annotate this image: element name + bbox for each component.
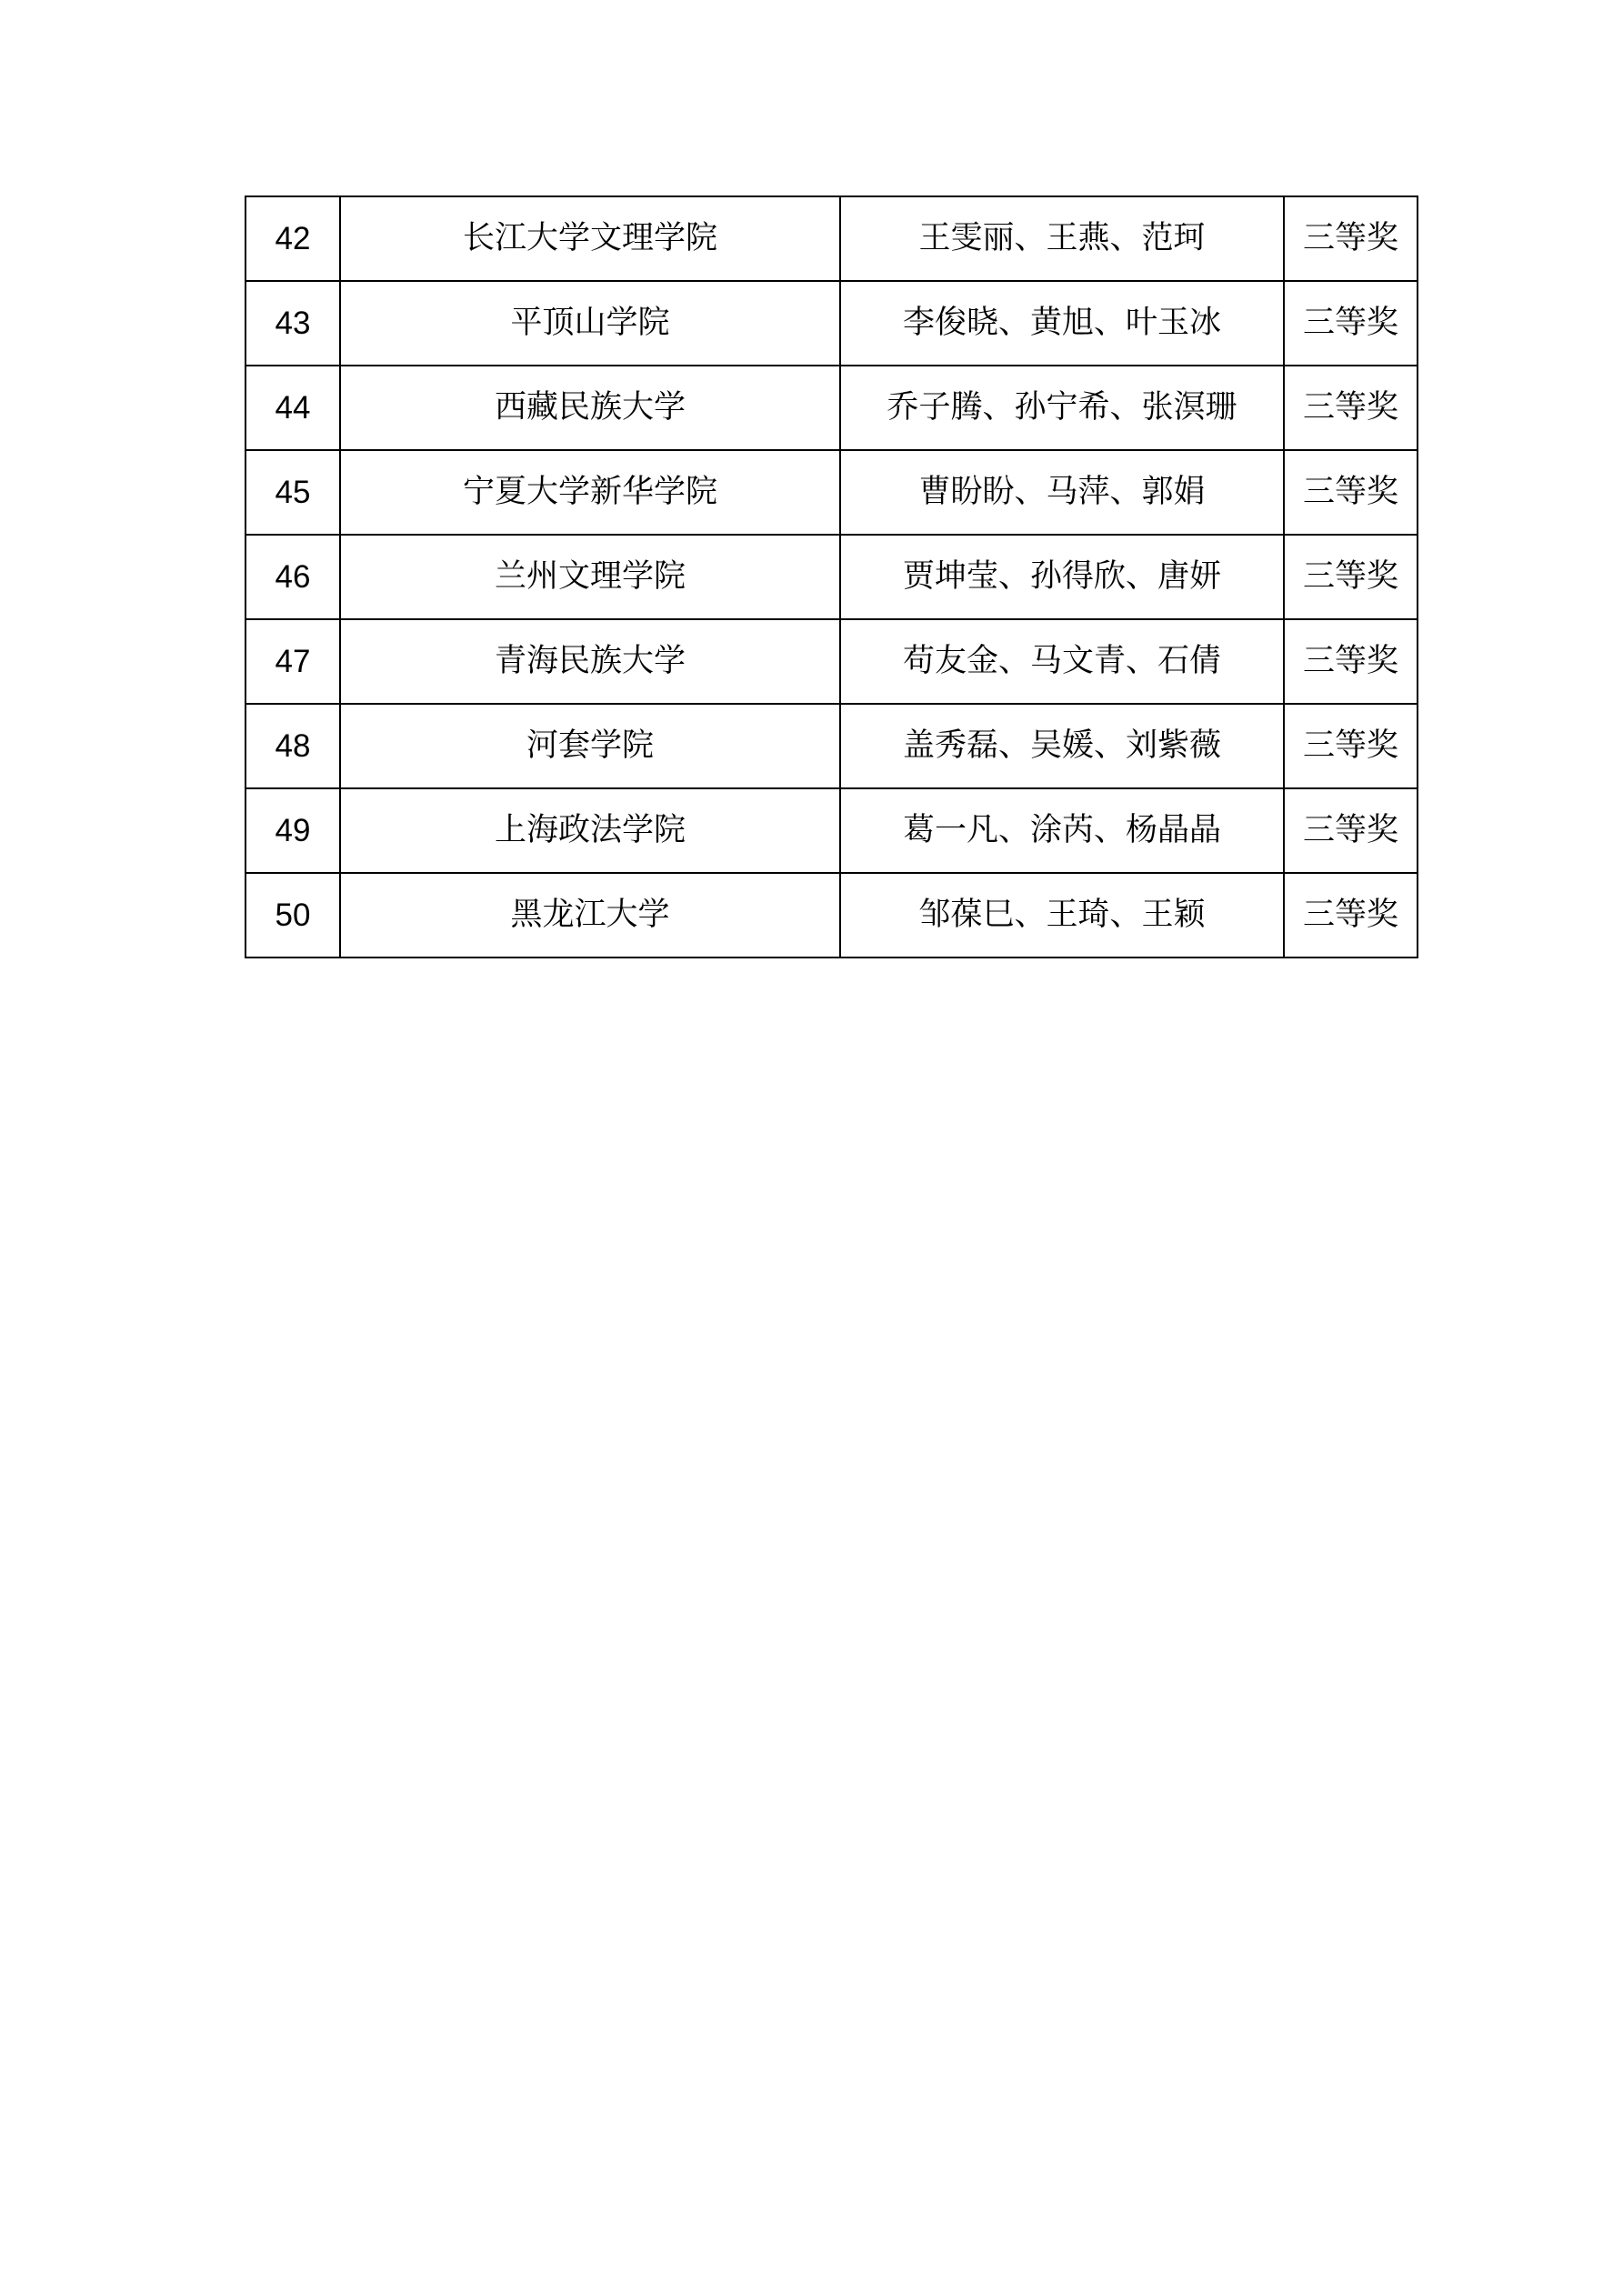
row-number-cell: 42: [245, 196, 340, 281]
members-cell: 李俊晓、黄旭、叶玉冰: [840, 281, 1284, 366]
school-cell: 兰州文理学院: [340, 535, 840, 619]
table-row: [245, 450, 1418, 535]
table-row: [245, 873, 1418, 958]
members-cell: 葛一凡、涂芮、杨晶晶: [840, 788, 1284, 873]
school-cell: 西藏民族大学: [340, 366, 840, 450]
school-cell: 平顶山学院: [340, 281, 840, 366]
award-cell: 三等奖: [1284, 704, 1418, 788]
table-row: [245, 704, 1418, 788]
members-cell: 乔子腾、孙宁希、张溟珊: [840, 366, 1284, 450]
members-cell: 盖秀磊、吴媛、刘紫薇: [840, 704, 1284, 788]
table-row: [245, 196, 1418, 281]
row-number-cell: 49: [245, 788, 340, 873]
school-cell: 黑龙江大学: [340, 873, 840, 958]
school-cell: 河套学院: [340, 704, 840, 788]
award-cell: 三等奖: [1284, 619, 1418, 704]
row-number-cell: 44: [245, 366, 340, 450]
school-cell: 宁夏大学新华学院: [340, 450, 840, 535]
row-number-cell: 47: [245, 619, 340, 704]
table-row: [245, 619, 1418, 704]
row-number-cell: 43: [245, 281, 340, 366]
award-cell: 三等奖: [1284, 873, 1418, 958]
award-results-table: [245, 196, 1418, 958]
table-row: [245, 366, 1418, 450]
school-cell: 长江大学文理学院: [340, 196, 840, 281]
row-number-cell: 46: [245, 535, 340, 619]
award-cell: 三等奖: [1284, 535, 1418, 619]
award-cell: 三等奖: [1284, 450, 1418, 535]
members-cell: 王雯丽、王燕、范珂: [840, 196, 1284, 281]
row-number-cell: 45: [245, 450, 340, 535]
table-row: [245, 535, 1418, 619]
award-cell: 三等奖: [1284, 788, 1418, 873]
table-row: [245, 281, 1418, 366]
members-cell: 苟友金、马文青、石倩: [840, 619, 1284, 704]
members-cell: 贾坤莹、孙得欣、唐妍: [840, 535, 1284, 619]
school-cell: 上海政法学院: [340, 788, 840, 873]
award-cell: 三等奖: [1284, 196, 1418, 281]
table-row: [245, 788, 1418, 873]
award-cell: 三等奖: [1284, 366, 1418, 450]
members-cell: 邹葆巳、王琦、王颖: [840, 873, 1284, 958]
school-cell: 青海民族大学: [340, 619, 840, 704]
award-cell: 三等奖: [1284, 281, 1418, 366]
row-number-cell: 48: [245, 704, 340, 788]
members-cell: 曹盼盼、马萍、郭娟: [840, 450, 1284, 535]
row-number-cell: 50: [245, 873, 340, 958]
